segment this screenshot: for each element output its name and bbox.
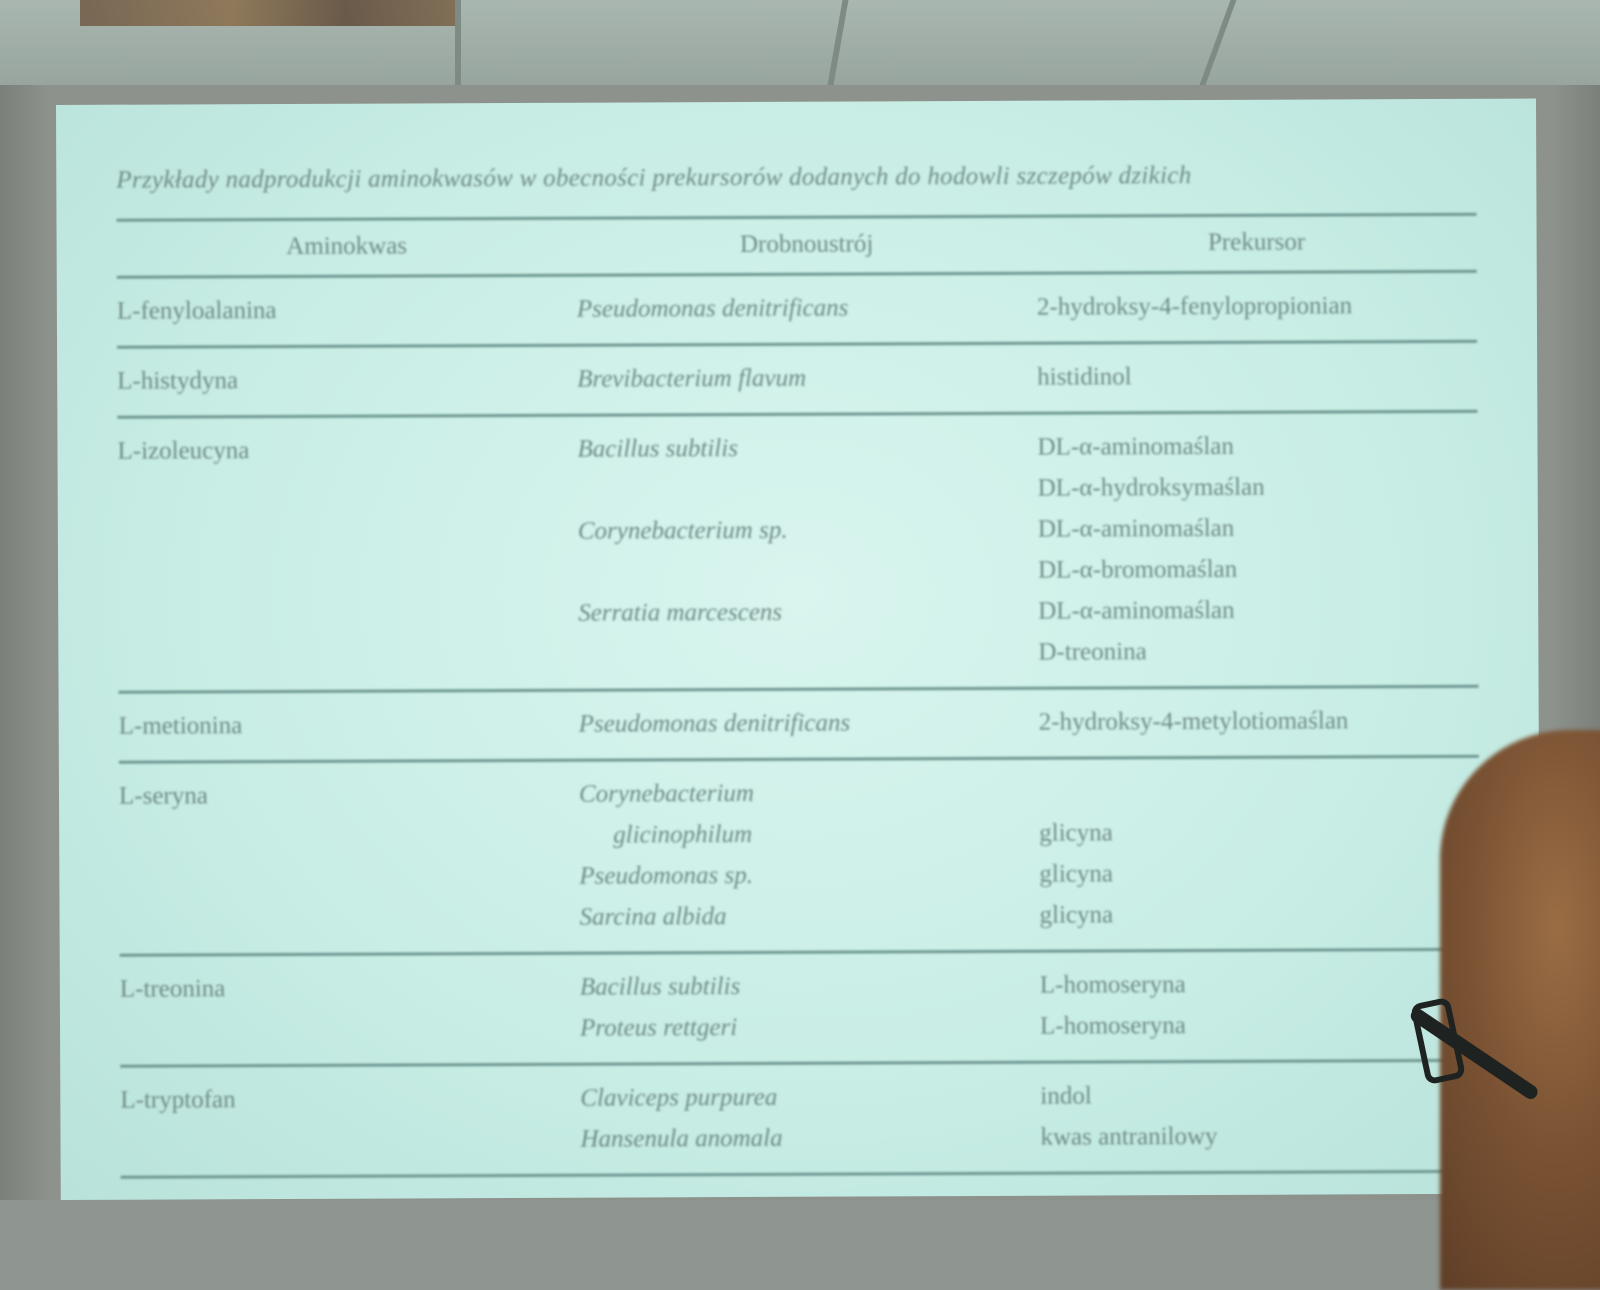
precursor-name: DL-α-aminomaślan	[1037, 514, 1235, 543]
microorganism-name: glicinophilum	[613, 820, 753, 849]
header-microorganism: Drobnoustrój	[739, 230, 874, 259]
amino-acid-cell	[120, 1064, 580, 1177]
table-row	[119, 686, 1479, 762]
table-row	[119, 756, 1480, 955]
microorganism-name: Brevibacterium flavum	[577, 364, 807, 393]
amino-acid-table	[116, 213, 1480, 1179]
microorganism-name: Proteus rettgeri	[579, 1014, 738, 1042]
amino-acid-cell	[120, 953, 580, 1066]
microorganism-name: Claviceps purpurea	[580, 1083, 778, 1112]
precursor-name: indol	[1040, 1082, 1092, 1110]
table-row	[117, 271, 1477, 347]
microorganism-name: Corynebacterium	[578, 779, 755, 808]
header-precursor: Prekursor	[1207, 228, 1306, 256]
microorganism-cell	[577, 273, 1037, 345]
ceiling	[0, 0, 1600, 85]
precursor-cell	[1039, 756, 1480, 951]
precursor-cell	[1037, 271, 1477, 343]
precursor-name: L-homoseryna	[1039, 1012, 1186, 1040]
amino-acid-cell	[117, 345, 577, 417]
precursor-name: L-homoseryna	[1039, 971, 1186, 999]
projection-screen	[56, 99, 1541, 1200]
precursor-name: 2-hydroksy-4-fenylopropionian	[1036, 292, 1353, 321]
microorganism-cell	[577, 343, 1037, 415]
precursor-name: DL-α-bromomaślan	[1037, 555, 1238, 584]
table-caption: Przykłady nadprodukcji aminokwasów w obecności prekursorów dodanych do hodowli szczepów dzikich	[116, 162, 1192, 194]
precursor-name	[1039, 770, 1479, 813]
precursor-cell	[1037, 411, 1478, 688]
precursor-cell	[1040, 1060, 1480, 1173]
precursor-cell	[1037, 341, 1477, 413]
precursor-name: 2-hydroksy-4-metylotiomaślan	[1038, 707, 1349, 736]
microorganism-cell	[579, 688, 1039, 760]
precursor-name: DL-α-hydroksymaślan	[1037, 473, 1265, 502]
microorganism-name: Bacillus subtilis	[577, 435, 739, 463]
table-header-row	[117, 214, 1477, 277]
precursor-name: glicyna	[1039, 860, 1114, 888]
microorganism-name: Sarcina albida	[579, 903, 727, 931]
microorganism-name: Pseudomonas sp.	[579, 861, 754, 890]
ceiling-tile-seam	[828, 0, 849, 85]
precursor-name: glicyna	[1039, 901, 1114, 929]
microorganism-name: Pseudomonas denitrificans	[576, 294, 849, 323]
microorganism-name	[578, 550, 1038, 593]
amino-acid-cell	[119, 690, 579, 762]
precursor-name: DL-α-aminomaślan	[1037, 432, 1234, 461]
ceiling-tile-seam	[1200, 0, 1237, 85]
amino-acid-cell	[117, 415, 578, 692]
table-row	[120, 1060, 1480, 1177]
microorganism-name	[578, 468, 1038, 511]
amino-acid-name: L-izoleucyna	[117, 437, 250, 465]
microorganism-name: Hansenula anomala	[580, 1124, 783, 1153]
amino-acid-cell	[119, 760, 580, 955]
precursor-name: histidinol	[1037, 363, 1132, 391]
presenter-head	[1440, 730, 1600, 1290]
precursor-name: DL-α-aminomaślan	[1038, 596, 1235, 625]
amino-acid-name: L-fenyloalanina	[116, 297, 277, 325]
amino-acid-cell	[117, 275, 577, 347]
microorganism-name: Pseudomonas denitrificans	[578, 709, 851, 738]
microorganism-name: Bacillus subtilis	[579, 973, 741, 1001]
ceiling-photo-strip	[80, 0, 460, 26]
amino-acid-name: L-seryna	[118, 782, 208, 810]
precursor-cell	[1039, 686, 1479, 758]
microorganism-cell	[577, 413, 1038, 690]
microorganism-cell	[580, 951, 1040, 1064]
microorganism-cell	[580, 1062, 1040, 1175]
precursor-name: D-treonina	[1038, 638, 1147, 666]
ceiling-tile-seam	[455, 0, 461, 85]
table-body	[117, 271, 1481, 1177]
precursor-name: kwas antranilowy	[1040, 1122, 1218, 1151]
header-amino-acid: Aminokwas	[286, 232, 408, 260]
amino-acid-name: L-treonina	[119, 975, 226, 1003]
slide	[116, 161, 1480, 1179]
microorganism-name: Corynebacterium sp.	[577, 516, 788, 545]
amino-acid-name: L-tryptofan	[120, 1086, 236, 1114]
microorganism-name: Serratia marcescens	[578, 598, 783, 627]
table-row	[117, 341, 1477, 417]
amino-acid-name: L-metionina	[118, 712, 243, 740]
amino-acid-name: L-histydyna	[117, 367, 239, 395]
microorganism-cell	[579, 758, 1040, 953]
table-row	[120, 949, 1480, 1066]
microorganism-name	[578, 632, 1038, 675]
table-row	[117, 411, 1478, 692]
precursor-name: glicyna	[1039, 819, 1113, 847]
